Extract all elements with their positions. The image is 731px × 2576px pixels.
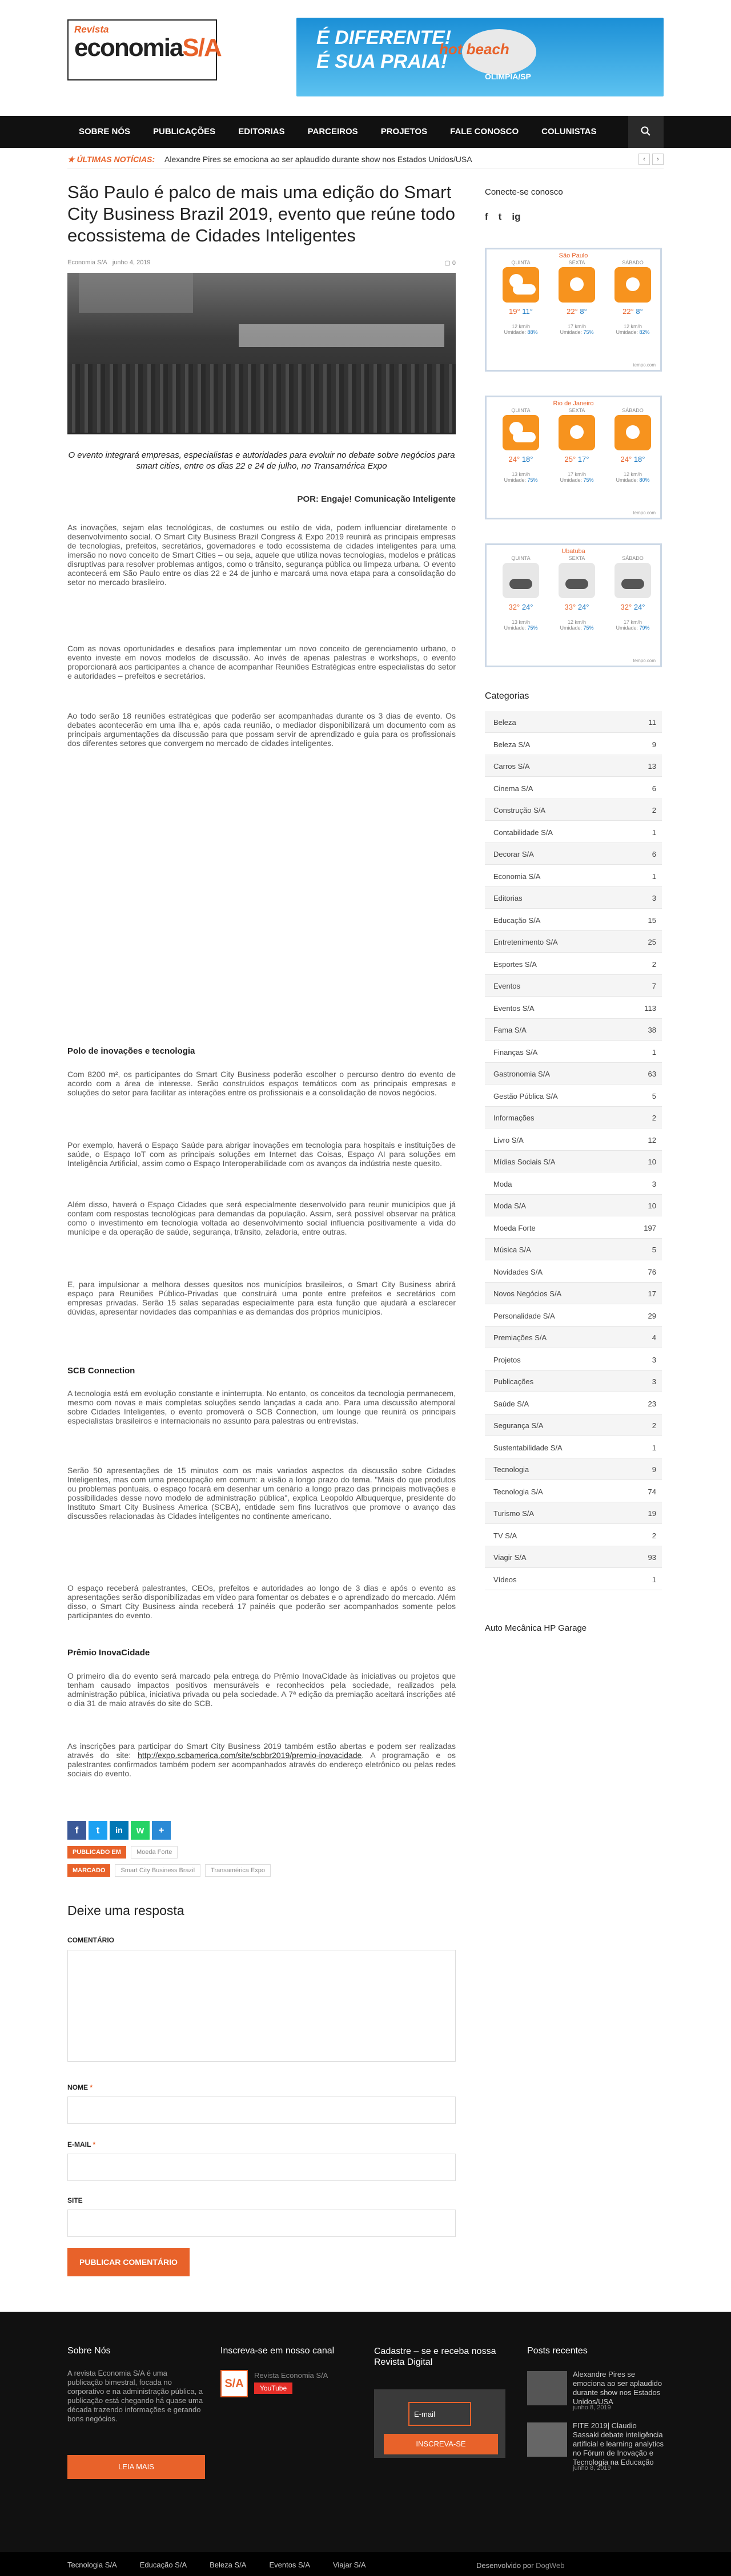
weather-temp: 32° 24° bbox=[620, 603, 645, 611]
category-name: Publicações bbox=[493, 1377, 534, 1386]
nav-item-parceiros[interactable]: PARCEIROS bbox=[307, 127, 358, 136]
category-count: 3 bbox=[652, 1355, 656, 1364]
category-count: 1 bbox=[652, 872, 656, 881]
rain-icon bbox=[614, 563, 651, 598]
partly-cloudy-icon bbox=[503, 415, 539, 450]
category-item[interactable] bbox=[485, 733, 662, 755]
category-count: 9 bbox=[652, 740, 656, 749]
banner-brand: hot beach bbox=[439, 41, 509, 58]
article-credit: POR: Engaje! Comunicação Inteligente bbox=[297, 494, 456, 504]
category-item[interactable] bbox=[485, 755, 662, 777]
category-item[interactable] bbox=[485, 1525, 662, 1546]
weather-temp: 24° 18° bbox=[508, 455, 533, 463]
reply-heading: Deixe uma resposta bbox=[67, 1903, 184, 1918]
read-more-button[interactable]: LEIA MAIS bbox=[67, 2455, 205, 2479]
site-label: SITE bbox=[67, 2196, 83, 2204]
weather-wind: 12 km/h bbox=[623, 471, 642, 477]
article-author[interactable]: Economia S/A bbox=[67, 259, 107, 266]
facebook-icon[interactable]: f bbox=[485, 211, 488, 222]
recent-post-date: junho 8, 2019 bbox=[573, 2465, 611, 2472]
footer-recent-title: Posts recentes bbox=[527, 2346, 588, 2356]
category-count: 4 bbox=[652, 1333, 656, 1342]
category-name: Premiações S/A bbox=[493, 1333, 547, 1342]
weather-day-label: SEXTA bbox=[568, 260, 585, 265]
channel-logo[interactable]: S/A bbox=[220, 2370, 248, 2397]
weather-day-label: SEXTA bbox=[568, 408, 585, 413]
category-count: 5 bbox=[652, 1091, 656, 1100]
newsletter-email-input[interactable]: E-mail bbox=[408, 2402, 471, 2426]
category-name: Eventos S/A bbox=[493, 1003, 535, 1013]
category-name: Educação S/A bbox=[493, 916, 541, 925]
article-meta bbox=[67, 259, 456, 266]
category-name: Cinema S/A bbox=[493, 784, 533, 793]
nav-item-fale-conosco[interactable]: FALE CONOSCO bbox=[450, 127, 519, 136]
weather-humidity: Umidade: 75% bbox=[504, 477, 538, 483]
weather-day bbox=[548, 555, 605, 631]
weather-day bbox=[492, 260, 549, 335]
category-count: 7 bbox=[652, 982, 656, 990]
weather-day bbox=[604, 260, 661, 335]
category-count: 29 bbox=[648, 1311, 656, 1320]
category-count: 9 bbox=[652, 1465, 656, 1474]
category-item[interactable] bbox=[485, 1239, 662, 1260]
category-count: 5 bbox=[652, 1245, 656, 1254]
category-name: Gastronomia S/A bbox=[493, 1070, 550, 1078]
category-item[interactable] bbox=[485, 975, 662, 997]
weather-source[interactable]: tempo.com bbox=[633, 658, 656, 663]
category-name: Esportes S/A bbox=[493, 960, 537, 969]
tag-link[interactable]: Transamérica Expo bbox=[205, 1864, 271, 1877]
sun-icon bbox=[559, 267, 595, 303]
section-heading: SCB Connection bbox=[67, 1366, 135, 1376]
whatsapp-share-icon[interactable]: w bbox=[131, 1821, 150, 1840]
weather-city: Ubatuba bbox=[561, 548, 585, 555]
weather-source[interactable]: tempo.com bbox=[633, 510, 656, 515]
youtube-subscribe-button[interactable]: YouTube bbox=[254, 2383, 292, 2394]
category-count: 1 bbox=[652, 1575, 656, 1584]
category-count: 2 bbox=[652, 1531, 656, 1540]
category-item[interactable] bbox=[485, 777, 662, 799]
category-item[interactable] bbox=[485, 1085, 662, 1107]
footer-menu-item[interactable]: Viajar S/A bbox=[333, 2561, 366, 2569]
sun-icon bbox=[614, 415, 651, 450]
category-name: Música S/A bbox=[493, 1245, 531, 1254]
category-count: 2 bbox=[652, 960, 656, 969]
weather-city: Rio de Janeiro bbox=[553, 400, 594, 407]
footer-menu bbox=[67, 2561, 366, 2569]
search-button[interactable] bbox=[628, 116, 664, 148]
weather-humidity: Umidade: 75% bbox=[560, 329, 594, 335]
footer-channel-name: Revista Economia S/A bbox=[254, 2371, 328, 2380]
category-count: 1 bbox=[652, 828, 656, 837]
comment-count[interactable]: ▢ 0 bbox=[444, 260, 456, 267]
recent-post-link[interactable]: Alexandre Pires se emociona ao ser aplaudido durante show nos Estados Unidos/USA bbox=[573, 2370, 662, 2406]
category-item[interactable] bbox=[485, 1437, 662, 1458]
category-count: 6 bbox=[652, 850, 656, 858]
category-item[interactable] bbox=[485, 711, 662, 733]
recent-post-date: junho 8, 2019 bbox=[573, 2404, 611, 2411]
weather-wind: 17 km/h bbox=[567, 471, 586, 477]
footer-about-text: A revista Economia S/A é uma publicação bimestral, focada no corporativo e na administração pública, a publicação está chegando há quase uma década trazendo informações e gerando bons negócios. bbox=[67, 2369, 203, 2423]
section-heading: Polo de inovações e tecnologia bbox=[67, 1046, 195, 1056]
rain-icon bbox=[503, 563, 539, 598]
article-paragraph: E, para impulsionar a melhora desses quesitos nos municípios brasileiros, o Smart City Business abrirá espaço para Reuniões Público-Privadas que construirá uma ponte entre prefeitos e secretários com empresas privadas. Serão 15 salas separadas especialmente para esta função que ajudará a esclarecer dúvidas, apresentar novidades das companhias e as demandas dos próprios municípios. bbox=[67, 1280, 456, 1316]
category-name: Moda S/A bbox=[493, 1202, 527, 1210]
category-name: Beleza bbox=[493, 718, 516, 727]
category-count: 3 bbox=[652, 1377, 656, 1386]
article-date: junho 4, 2019 bbox=[112, 259, 151, 266]
developer-link[interactable]: DogWeb bbox=[536, 2561, 565, 2570]
partly-cloudy-icon bbox=[503, 267, 539, 303]
weather-temp: 22° 8° bbox=[567, 307, 587, 316]
article-paragraph: Além disso, haverá o Espaço Cidades que será especialmente desenvolvido para reunir municípios que já contam com respostas tecnológicas para demandas da população. Assim, será possível observar na prática como o investimento em tecnologia voltada ao desenvolvimento social influencia positivamente a vida do munícipe e da operação de saúde, segurança, trânsito, zeladoria, entre outras. bbox=[67, 1200, 456, 1236]
category-item[interactable] bbox=[485, 843, 662, 865]
weather-day bbox=[604, 408, 661, 483]
category-item[interactable] bbox=[485, 1173, 662, 1195]
footer-menu-item[interactable]: Educação S/A bbox=[139, 2561, 187, 2569]
category-name: Novidades S/A bbox=[493, 1267, 543, 1276]
category-count: 2 bbox=[652, 1114, 656, 1122]
nav-item-publicacoes[interactable]: PUBLICAÇÕES bbox=[153, 127, 216, 136]
category-item[interactable] bbox=[485, 953, 662, 975]
email-input[interactable] bbox=[67, 2154, 456, 2181]
category-item[interactable] bbox=[485, 1481, 662, 1502]
category-item[interactable] bbox=[485, 1327, 662, 1348]
category-count: 2 bbox=[652, 806, 656, 815]
category-item[interactable] bbox=[485, 1458, 662, 1480]
category-count: 3 bbox=[652, 894, 656, 902]
weather-day-label: SÁBADO bbox=[622, 555, 644, 561]
article-paragraph: Serão 50 apresentações de 15 minutos com os mais variados aspectos da discussão sobre Cidades Inteligentes, mas com uma preocupação em comum: a visão a longo prazo do tema. "Mais do que produtos ou problemas pontuais, o espaço focará em desenhar um cenário a longo prazo das principais motivações e possibilidades desse novo modelo de administração pública", explica Leopoldo Albuquerque, presidente do Instituto Smart City Business America (SCBA), entidade sem fins lucrativos que promove o avanço das discussões relacionadas às Cidades inteligentes no continente americano. bbox=[67, 1466, 456, 1521]
categories-heading: Categorias bbox=[485, 691, 529, 701]
category-name: Novos Negócios S/A bbox=[493, 1289, 562, 1298]
sun-icon bbox=[614, 267, 651, 303]
weather-temp: 33° 24° bbox=[564, 603, 589, 611]
weather-widget[interactable] bbox=[485, 396, 662, 519]
category-name: Vídeos bbox=[493, 1575, 517, 1584]
category-item[interactable] bbox=[485, 1502, 662, 1524]
comment-label: COMENTÁRIO bbox=[67, 1936, 114, 1944]
search-icon bbox=[641, 126, 651, 136]
category-item[interactable] bbox=[485, 799, 662, 821]
instagram-icon[interactable]: ig bbox=[512, 211, 521, 222]
category-item[interactable] bbox=[485, 909, 662, 931]
category-item[interactable] bbox=[485, 1305, 662, 1327]
weather-temp: 22° 8° bbox=[622, 307, 643, 316]
category-item[interactable] bbox=[485, 887, 662, 909]
category-count: 17 bbox=[648, 1289, 656, 1298]
facebook-share-icon[interactable]: f bbox=[67, 1821, 86, 1840]
article-paragraph: O primeiro dia do evento será marcado pela entrega do Prêmio InovaCidade às iniciativas ou projetos que tenham causado impactos positivos mensuráveis e reconhecidos pela sociedade, realizados pela administração pública, iniciativa privada ou pela sociedade. A 7ª edição da premiação aceitará inscrições até o dia 31 de maio através do site do SCB. bbox=[67, 1671, 456, 1708]
weather-day bbox=[492, 408, 549, 483]
category-name: Projetos bbox=[493, 1355, 521, 1364]
nav-item-projetos[interactable]: PROJETOS bbox=[380, 127, 428, 136]
weather-temp: 24° 18° bbox=[620, 455, 645, 463]
category-name: Construção S/A bbox=[493, 806, 546, 815]
article-title: São Paulo é palco de mais uma edição do Smart City Business Brazil 2019, evento que reúne todo ecossistema de Cidades Inteligentes bbox=[67, 182, 455, 245]
category-count: 6 bbox=[652, 784, 656, 793]
weather-city: São Paulo bbox=[559, 252, 588, 259]
category-name: Moda bbox=[493, 1179, 512, 1188]
newsletter-subscribe-button[interactable]: INSCREVA-SE bbox=[384, 2434, 498, 2454]
category-name: Moeda Forte bbox=[493, 1223, 536, 1232]
weather-humidity: Umidade: 75% bbox=[560, 625, 594, 631]
weather-widget[interactable] bbox=[485, 543, 662, 667]
category-item[interactable] bbox=[485, 1151, 662, 1172]
article-paragraph: O espaço receberá palestrantes, CEOs, prefeitos e autoridades ao longo de 3 dias e após o evento as apresentações serão disponibilizadas em vídeo para fomentar os debates e o aprendizado do mercado. Além disso, o Smart City Business ainda receberá 17 painéis que poderão ser acompanhados somente pelos participantes do evento. bbox=[67, 1583, 456, 1620]
more-share-icon[interactable]: + bbox=[152, 1821, 171, 1840]
category-item[interactable] bbox=[485, 997, 662, 1019]
weather-day bbox=[548, 408, 605, 483]
tags-label: MARCADO bbox=[67, 1864, 110, 1877]
site-logo[interactable] bbox=[67, 19, 221, 80]
category-count: 113 bbox=[644, 1003, 656, 1013]
name-input[interactable] bbox=[67, 2097, 456, 2124]
news-ticker bbox=[67, 150, 664, 168]
category-name: Carros S/A bbox=[493, 762, 530, 771]
category-name: Personalidade S/A bbox=[493, 1311, 555, 1320]
section-heading: Prêmio InovaCidade bbox=[67, 1648, 150, 1658]
category-count: 13 bbox=[648, 762, 656, 771]
weather-day-label: SEXTA bbox=[568, 555, 585, 561]
main-nav bbox=[0, 116, 731, 148]
ticker-label: ★ ÚLTIMAS NOTÍCIAS: bbox=[67, 155, 155, 164]
category-name: Tecnologia S/A bbox=[493, 1487, 543, 1496]
category-count: 197 bbox=[644, 1223, 656, 1232]
category-name: Fama S/A bbox=[493, 1026, 527, 1034]
share-bar bbox=[67, 1821, 171, 1840]
footer-menu-item[interactable]: Tecnologia S/A bbox=[67, 2561, 117, 2569]
category-count: 38 bbox=[648, 1026, 656, 1034]
category-name: Informações bbox=[493, 1114, 535, 1122]
article-paragraph: As inscrições para participar do Smart City Business 2019 também estão abertas e podem ser realizadas através do site: http://expo.scbamerica.com/site/scbbr2019/premio-inovacidade. A programação e os palestrantes confirmados também podem ser acompanhados através do endereço eletrônico ou pelas redes sociais do evento. bbox=[67, 1741, 456, 1778]
weather-temp: 19° 11° bbox=[509, 307, 533, 316]
category-name: Beleza S/A bbox=[493, 740, 531, 749]
weather-wind: 13 km/h bbox=[511, 471, 530, 477]
category-name: Entretenimento S/A bbox=[493, 938, 558, 946]
weather-wind: 12 km/h bbox=[511, 324, 530, 329]
category-name: Mídias Sociais S/A bbox=[493, 1158, 556, 1166]
category-item[interactable] bbox=[485, 1019, 662, 1041]
banner-text: É DIFERENTE! É SUA PRAIA! bbox=[316, 27, 452, 72]
article-photo bbox=[67, 273, 456, 434]
article-paragraph: As inovações, sejam elas tecnológicas, de costumes ou estilo de vida, podem influenciar diretamente o desenvolvimento social. O Smart City Business Brazil Congress & Expo 2019 reunirá as principais empresas de tecnologias, prefeitos, secretários, governadores e todo ecossistema de cidades inteligentes para uma imersão no novo conceito de Smart Cities – ou seja, aquele que utiliza novas tecnologias, modelos e práticas disruptivas para resolver problemas antigos, como o trânsito, segurança pública ou limpeza urbana. O evento acontecerá em São Paulo entre os dias 22 e 24 de junho e marcará uma nova etapa para a consolidação do setor no mercado brasileiro. bbox=[67, 523, 456, 587]
category-item[interactable] bbox=[485, 1041, 662, 1063]
category-name: Decorar S/A bbox=[493, 850, 534, 858]
category-count: 10 bbox=[648, 1202, 656, 1210]
category-name: Livro S/A bbox=[493, 1135, 524, 1144]
category-count: 23 bbox=[648, 1399, 656, 1408]
sidebar-ad-title[interactable]: Auto Mecânica HP Garage bbox=[485, 1623, 587, 1633]
nav-item-sobre-nos[interactable]: SOBRE NÓS bbox=[79, 127, 131, 136]
twitter-share-icon[interactable]: t bbox=[89, 1821, 107, 1840]
category-count: 1 bbox=[652, 1047, 656, 1057]
category-tag[interactable]: Moeda Forte bbox=[131, 1846, 178, 1859]
social-heading: Conecte-se conosco bbox=[485, 187, 563, 197]
email-label: E-MAIL * bbox=[67, 2140, 96, 2148]
ticker-headline[interactable]: Alexandre Pires se emociona ao ser aplaudido durante show nos Estados Unidos/USA bbox=[164, 155, 472, 164]
weather-humidity: Umidade: 75% bbox=[560, 477, 594, 483]
category-count: 93 bbox=[648, 1553, 656, 1562]
category-count: 10 bbox=[648, 1158, 656, 1166]
sun-icon bbox=[559, 415, 595, 450]
category-item[interactable] bbox=[485, 1414, 662, 1436]
weather-humidity: Umidade: 88% bbox=[504, 329, 538, 335]
weather-day-label: QUINTA bbox=[511, 408, 531, 413]
category-count: 11 bbox=[648, 718, 656, 727]
category-item[interactable] bbox=[485, 1217, 662, 1239]
category-item[interactable] bbox=[485, 1349, 662, 1370]
category-name: Contabilidade S/A bbox=[493, 828, 553, 837]
category-count: 3 bbox=[652, 1179, 656, 1188]
category-count: 19 bbox=[648, 1509, 656, 1518]
article-paragraph: Ao todo serão 18 reuniões estratégicas que poderão ser acompanhadas durante os 3 dias de evento. Os debates acontecerão em uma ilha e, após cada reunião, o mediador disponibilizará um documento com as principais argumentações da discussão para que possam servir de aprendizado e guia para os profissionais dos diferentes setores que convergem no mercado de cidades inteligentes. bbox=[67, 711, 456, 748]
site-footer bbox=[0, 2312, 731, 2576]
weather-wind: 13 km/h bbox=[511, 619, 530, 625]
category-name: Economia S/A bbox=[493, 872, 541, 881]
developer-credit: Desenvolvido por DogWeb bbox=[476, 2561, 565, 2570]
banner-sub: OLIMPIA/SP bbox=[485, 72, 531, 81]
comment-textarea[interactable] bbox=[67, 1950, 456, 2062]
name-label: NOME * bbox=[67, 2083, 93, 2091]
category-count: 76 bbox=[648, 1267, 656, 1276]
category-count: 74 bbox=[648, 1487, 656, 1496]
article-paragraph: Com as novas oportunidades e desafios para implementar um novo conceito de gerenciamento urbano, o evento investe em novos modelos de discussão. Ao invés de apenas palestras e workshops, o evento proporcionará aos participantes a chance de acompanhar Reuniões Estratégicas entre especialistas do setor e autoridades – prefeitos e secretários. bbox=[67, 644, 456, 680]
article-paragraph: Com 8200 m², os participantes do Smart City Business poderão escolher o percurso dentro do evento de acordo com a área de interesse. Serão construídos espaços temáticos com as principais empresas e soluções do setor para facilitar as interações entre os profissionais e a consolidação de novos negócios. bbox=[67, 1070, 456, 1097]
weather-day-label: QUINTA bbox=[511, 555, 531, 561]
weather-humidity: Umidade: 82% bbox=[616, 329, 650, 335]
footer-menu-item[interactable]: Beleza S/A bbox=[210, 2561, 247, 2569]
nav-item-editorias[interactable]: EDITORIAS bbox=[238, 127, 285, 136]
social-links bbox=[485, 211, 520, 223]
category-item[interactable] bbox=[485, 1370, 662, 1392]
footer-about-title: Sobre Nós bbox=[67, 2346, 111, 2356]
category-count: 15 bbox=[648, 916, 656, 925]
article-paragraph: A tecnologia está em evolução constante e ininterrupta. No entanto, os conceitos da tecnologia permanecem, mesmo com novas e mais completas soluções sendo lançadas a cada ano. Para uma discussão atemporal sobre Cidades Inteligentes, o evento promoverá o SCB Connection, um lounge que reunirá os principais especialistas brasileiros e internacionais no assunto para palestras ou entrevistas. bbox=[67, 1389, 456, 1425]
article-paragraph: Por exemplo, haverá o Espaço Saúde para abrigar inovações em tecnologia para hospitais e instituições de saúde, o Espaço IoT com as principais soluções em Internet das Coisas, Espaço AI para soluções em Inteligência Artificial, assim como o Espaço Interoperabilidade com os avanços da indústria neste quesito. bbox=[67, 1140, 456, 1168]
footer-menu-item[interactable]: Eventos S/A bbox=[269, 2561, 310, 2569]
ticker-next-button[interactable]: › bbox=[652, 154, 664, 165]
category-count: 12 bbox=[648, 1135, 656, 1144]
weather-widget[interactable] bbox=[485, 248, 662, 372]
weather-humidity: Umidade: 79% bbox=[616, 625, 650, 631]
category-count: 25 bbox=[648, 938, 656, 946]
category-name: Segurança S/A bbox=[493, 1421, 544, 1430]
weather-source[interactable]: tempo.com bbox=[633, 362, 656, 368]
linkedin-share-icon[interactable]: in bbox=[110, 1821, 128, 1840]
weather-day bbox=[492, 555, 549, 631]
weather-temp: 25° 17° bbox=[564, 455, 589, 463]
weather-wind: 17 km/h bbox=[567, 324, 586, 329]
category-name: Sustentabilidade S/A bbox=[493, 1443, 563, 1452]
category-item[interactable] bbox=[485, 1261, 662, 1283]
category-item[interactable] bbox=[485, 1393, 662, 1414]
logo-revista: Revista bbox=[74, 24, 109, 35]
tags-row bbox=[67, 1864, 271, 1877]
category-item[interactable] bbox=[485, 1569, 662, 1590]
recent-post-link[interactable]: FITE 2019| Claudio Sassaki debate inteligência artificial e learning analytics no Fórum de Inovação e Tecnologia na Educação bbox=[573, 2421, 664, 2466]
twitter-icon[interactable]: t bbox=[498, 211, 502, 222]
category-name: Viagir S/A bbox=[493, 1553, 527, 1562]
category-item[interactable] bbox=[485, 1107, 662, 1128]
weather-humidity: Umidade: 80% bbox=[616, 477, 650, 483]
category-name: Finanças S/A bbox=[493, 1047, 538, 1057]
ticker-prev-button[interactable]: ‹ bbox=[638, 154, 650, 165]
category-name: Turismo S/A bbox=[493, 1509, 535, 1518]
nav-item-colunistas[interactable]: COLUNISTAS bbox=[541, 127, 597, 136]
photo-caption: O evento integrará empresas, especialistas e autoridades para evoluir no debate sobre negócios para smart cities, entre os dias 22 e 24 de julho, no Transamérica Expo bbox=[68, 450, 455, 471]
site-input[interactable] bbox=[67, 2210, 456, 2237]
footer-channel-title: Inscreva-se em nosso canal bbox=[220, 2346, 335, 2356]
category-name: Eventos bbox=[493, 982, 520, 990]
rain-icon bbox=[559, 563, 595, 598]
category-count: 2 bbox=[652, 1421, 656, 1430]
category-item[interactable] bbox=[485, 1283, 662, 1304]
category-item[interactable] bbox=[485, 1195, 662, 1216]
published-row bbox=[67, 1846, 178, 1859]
category-item[interactable] bbox=[485, 1546, 662, 1568]
submit-comment-button[interactable]: PUBLICAR COMENTÁRIO bbox=[67, 2248, 190, 2276]
category-item[interactable] bbox=[485, 1063, 662, 1085]
weather-wind: 12 km/h bbox=[623, 324, 642, 329]
weather-day bbox=[548, 260, 605, 335]
article-link[interactable]: http://expo.scbamerica.com/site/scbbr2019/premio-inovacidade bbox=[138, 1751, 362, 1760]
weather-day-label: QUINTA bbox=[511, 260, 531, 265]
category-name: Tecnologia bbox=[493, 1465, 529, 1474]
recent-post-thumb[interactable] bbox=[527, 2422, 567, 2457]
footer-newsletter-title: Cadastre – se e receba nossa Revista Digital bbox=[374, 2347, 496, 2367]
category-count: 63 bbox=[648, 1070, 656, 1078]
category-count: 1 bbox=[652, 1443, 656, 1452]
weather-day-label: SÁBADO bbox=[622, 260, 644, 265]
category-item[interactable] bbox=[485, 821, 662, 843]
logo-economia: economiaS/A bbox=[74, 34, 221, 62]
weather-wind: 12 km/h bbox=[567, 619, 586, 625]
header-banner-ad[interactable] bbox=[296, 18, 664, 96]
weather-day bbox=[604, 555, 661, 631]
category-name: Gestão Pública S/A bbox=[493, 1091, 558, 1100]
weather-humidity: Umidade: 75% bbox=[504, 625, 538, 631]
category-item[interactable] bbox=[485, 865, 662, 887]
category-name: TV S/A bbox=[493, 1531, 517, 1540]
category-item[interactable] bbox=[485, 1129, 662, 1151]
published-label: PUBLICADO EM bbox=[67, 1846, 126, 1859]
recent-post-thumb[interactable] bbox=[527, 2371, 567, 2405]
weather-temp: 32° 24° bbox=[508, 603, 533, 611]
weather-wind: 17 km/h bbox=[623, 619, 642, 625]
weather-day-label: SÁBADO bbox=[622, 408, 644, 413]
tag-link[interactable]: Smart City Business Brazil bbox=[115, 1864, 200, 1877]
category-item[interactable] bbox=[485, 931, 662, 953]
category-name: Saúde S/A bbox=[493, 1399, 529, 1408]
category-name: Editorias bbox=[493, 894, 523, 902]
